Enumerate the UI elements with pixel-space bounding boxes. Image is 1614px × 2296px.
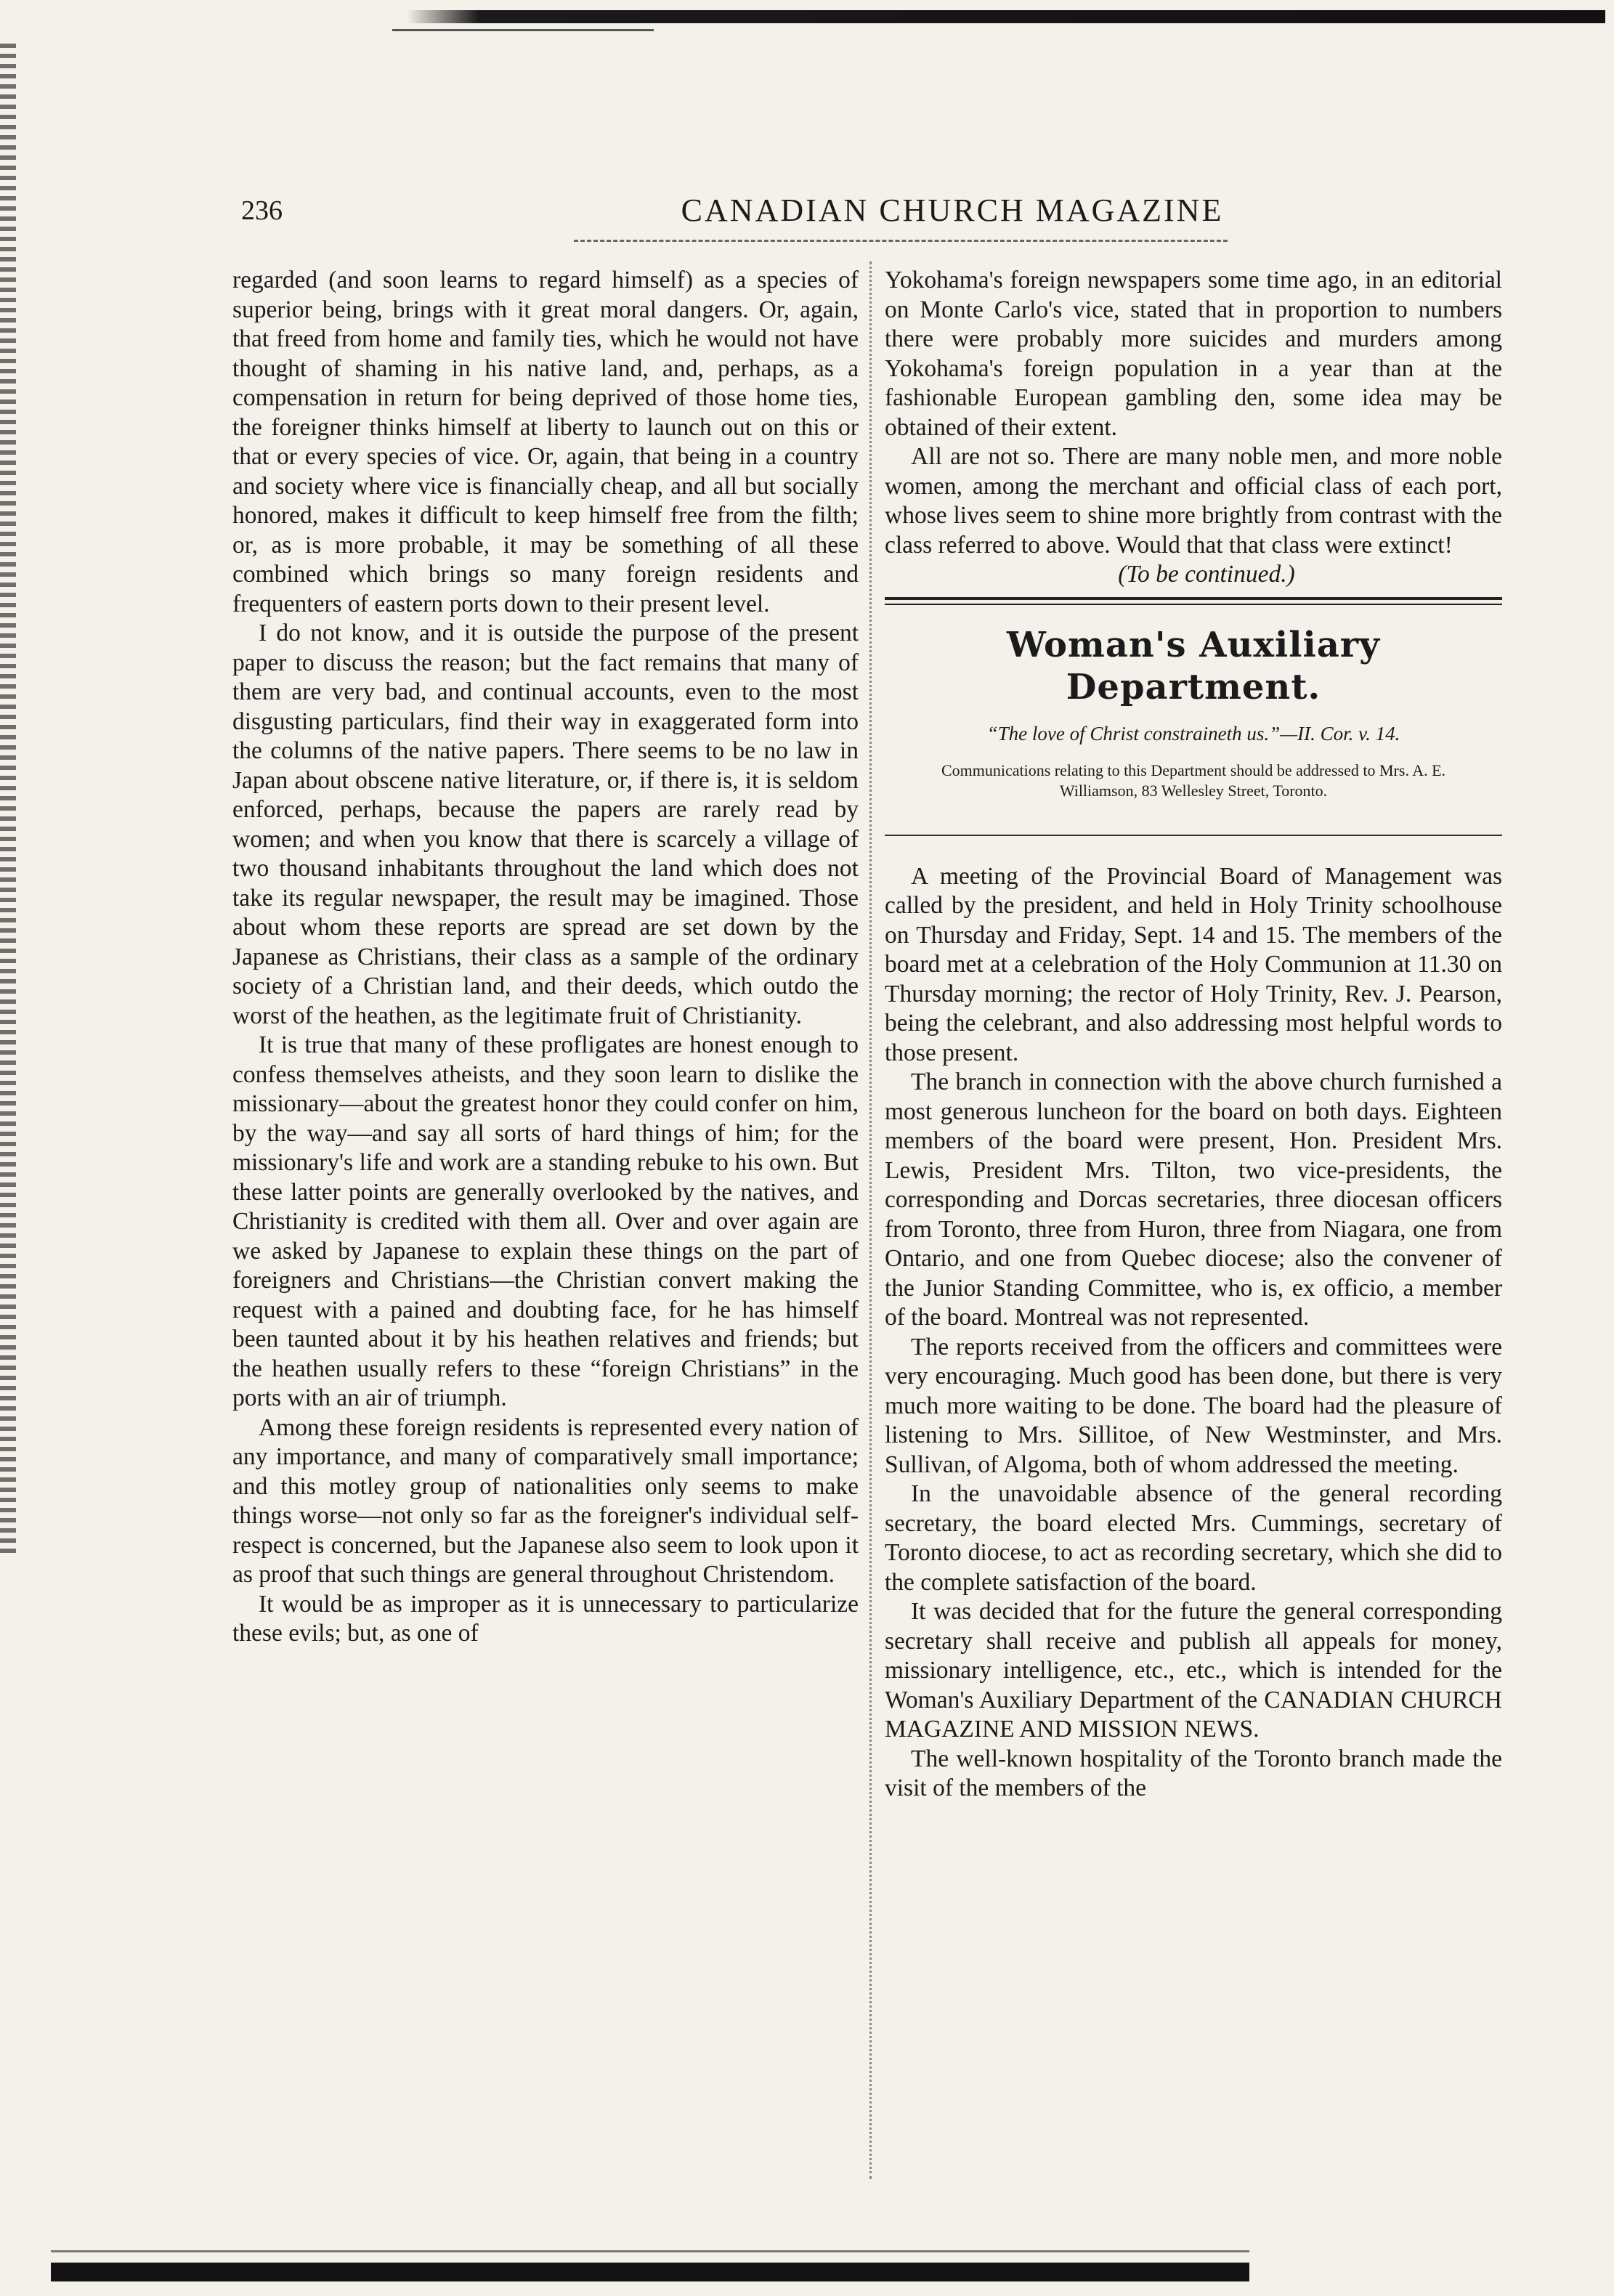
top-thin-rule — [392, 29, 654, 31]
section-title: Woman's Auxiliary Department. — [1007, 624, 1380, 707]
right-paragraph: A meeting of the Provincial Board of Management was called by the president, and held in Holy Trinity schoolhouse on Thursday and Friday, Sept. 14 and 15. The members of the board met at a celebration of the Holy Communion at 11.30 on Thursday morning; the rector of Holy Trinity, Rev. J. Pearson, being the celebrant, and also addressing most helpful words to those present. — [885, 862, 1502, 1066]
column-divider — [869, 261, 872, 2179]
right-paragraph: The well-known hospitality of the Toronto branch made the visit of the members of the — [885, 1745, 1502, 1801]
left-paragraph: I do not know, and it is outside the purpose of the present paper to discuss the reason; but the fact remains that many of them are very bad, and continual accounts, even to the most disgusting particulars, find their way in exaggerated form into the columns of the native papers. There seems to be no law in Japan about obscene native literature, or, if there is, it is seldom enforced, perhaps, because the papers are rarely read by women; and when you know that there is scarcely a village of two thousand inhabitants throughout the land which does not take its regular newspaper, the result may be imagined. Those about whom these reports are spread are set down by the Japanese as Christians, their class as a sample of the ordinary society of a Christian land, and their deeds, which outdo the worst of the heathen, as the legitimate fruit of Christianity. — [232, 620, 859, 1029]
page-number: 236 — [241, 195, 283, 226]
bottom-thin-rule — [51, 2250, 1249, 2252]
right-paragraph: It was decided that for the future the general corresponding secretary shall receive and publish all appeals for money, missionary intelligence, etc., etc., which is intended for the Woman's Auxiliary Department of the CANADIAN CHURCH MAGAZINE AND MISSION NEWS. — [885, 1598, 1502, 1743]
left-paragraph: Among these foreign residents is represented every nation of any importance, and many of comparatively small importance; and this motley group of nationalities only seems to make things worse—not only so far as the foreigner's individual self-respect is concerned, but the Japanese also seem to look upon it as proof that such things are general throughout Christendom. — [232, 1413, 859, 1588]
left-column — [232, 266, 859, 1649]
notice-rule — [885, 835, 1502, 836]
left-paragraph: It would be as improper as it is unnecessary to particularize these evils; but, as one of — [232, 1590, 859, 1647]
top-border-rule — [407, 10, 1605, 23]
correspondence-notice: Communications relating to this Department should be addressed to Mrs. A. E. Williamson, 83 Wellesley Street, Toronto. — [941, 760, 1446, 800]
to-be-continued: (To be continued.) — [1118, 561, 1295, 588]
right-column — [885, 266, 1502, 1804]
right-paragraph: The reports received from the officers and committees were very encouraging. Much good has been done, but there is very much more waiting to be done. The board had the pleasure of listening to Mrs. Sillitoe, of New Westminster, and Mrs. Sullivan, of Algoma, both of whom addressed the meeting. — [885, 1333, 1502, 1478]
bottom-border-rule — [51, 2263, 1249, 2281]
right-paragraph: All are not so. There are many noble men, and more noble women, among the merchant and official class of each port, whose lives seem to shine more brightly from contrast with the class referred to above. Would that that class were extinct! — [885, 443, 1502, 559]
running-header-title: CANADIAN CHURCH MAGAZINE — [681, 192, 1224, 228]
left-paragraph: regarded (and soon learns to regard himself) as a species of superior being, brings with it great moral dangers. Or, again, that freed from home and family ties, which he would not have thought of shaming in his native land, and, perhaps, as a compensation in return for being deprived of those home ties, the foreigner thinks himself at liberty to launch out on this or that or every species of vice. Or, again, that being in a country and society where vice is financially cheap, and all but socially honored, makes it difficult to keep himself free from the filth; or, as is more probable, it may be something of all these combined which brings so many foreign residents and frequenters of eastern ports down to their present level. — [232, 267, 859, 617]
right-paragraph: In the unavoidable absence of the general recording secretary, the board elected Mrs. Cummings, secretary of Toronto diocese, to act as recording secretary, which she did to the complete satisfaction of the board. — [885, 1480, 1502, 1596]
right-paragraph: The branch in connection with the above church furnished a most generous luncheon for the board on both days. Eighteen members of the board were present, Hon. President Mrs. Lewis, President Mrs. Tilton, two vice-presidents, the corresponding and Dorcas secretaries, three diocesan officers from Toronto, three from Huron, three from Niagara, one from Ontario, and one from Quebec diocese; also the convener of the Junior Standing Committee, who is, ex officio, a member of the board. Montreal was not represented. — [885, 1068, 1502, 1331]
binding-edge — [0, 44, 16, 1554]
section-divider-rule — [885, 597, 1502, 605]
left-paragraph: It is true that many of these profligates are honest enough to confess themselves atheists, and they soon learn to dislike the missionary—about the greatest honor they could confer on him, by the way—and say all sorts of hard things of him; for the missionary's life and work are a standing rebuke to his own. But these latter points are generally overlooked by the natives, and Christianity is credited with them all. Over and over again are we asked by Japanese to explain these things on the part of foreigners and Christians—the Christian convert making the request with a pained and doubting face, for he has himself been taunted about it by his heathen relatives and friends; but the heathen usually refers to these “foreign Christians” in the ports with an air of triumph. — [232, 1031, 859, 1411]
header-rule — [574, 240, 1228, 242]
epigraph: “The love of Christ constraineth us.”—II. Cor. v. 14. — [986, 722, 1400, 745]
right-paragraph: Yokohama's foreign newspapers some time ago, in an editorial on Monte Carlo's vice, stated that in proportion to numbers there were probably more suicides and murders among Yokohama's foreign population in a year than at the fashionable European gambling den, some idea may be obtained of their extent. — [885, 267, 1502, 441]
